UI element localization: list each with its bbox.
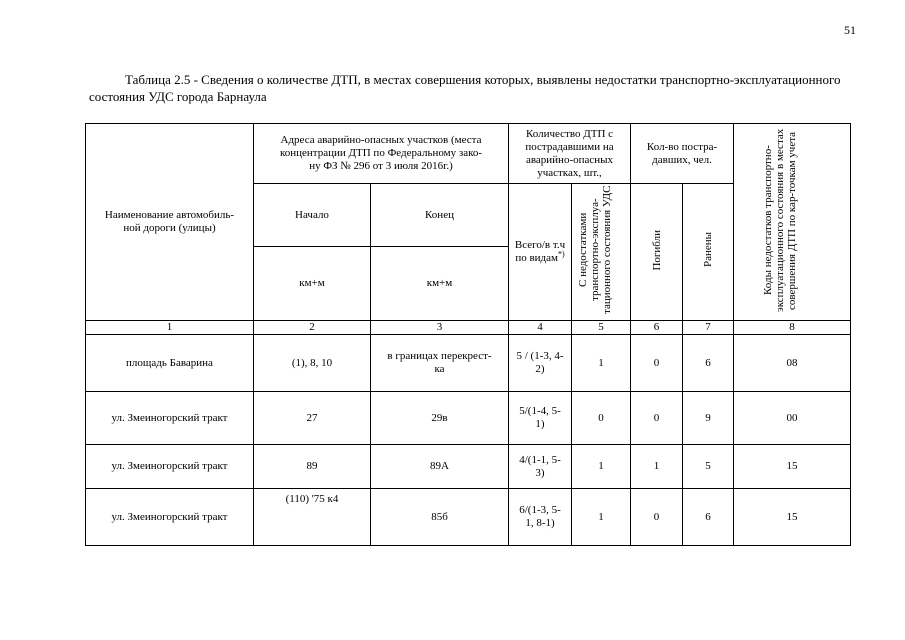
- cell-road: площадь Баварина: [86, 335, 254, 392]
- cell-code: 00: [734, 392, 851, 445]
- column-number: 6: [631, 321, 683, 335]
- column-number: 8: [734, 321, 851, 335]
- header-total-text: Всего/в т.ч по видам: [514, 239, 566, 264]
- cell-road: ул. Змеиногорский тракт: [86, 392, 254, 445]
- header-total: [509, 184, 572, 321]
- table-caption: [89, 71, 859, 105]
- cell-code: 15: [734, 445, 851, 489]
- cell-injured: 6: [683, 489, 734, 546]
- header-km-start: км+м: [254, 247, 371, 321]
- table-row: [86, 489, 851, 546]
- cell-killed: 0: [631, 335, 683, 392]
- header-dtp-count: Количество ДТП с пострадавшими на аварийно-опасных участках, шт.,: [509, 124, 631, 184]
- header-injured-text: Ранены: [702, 232, 715, 268]
- column-number: 4: [509, 321, 572, 335]
- page-number: 51: [844, 23, 856, 37]
- table-row: [86, 445, 851, 489]
- cell-end: 85б: [371, 489, 509, 546]
- header-addresses: Адреса аварийно-опасных участков (места концентрации ДТП по Федеральному зако- ну ФЗ № 296 от 3 июля 2016г.): [254, 124, 509, 184]
- cell-start: (1), 8, 10: [254, 335, 371, 392]
- cell-total: 4/(1-1, 5- 3): [509, 445, 572, 489]
- header-killed: [631, 184, 683, 321]
- table-row: [86, 392, 851, 445]
- cell-killed: 0: [631, 392, 683, 445]
- cell-start: 89: [254, 445, 371, 489]
- header-victims: Кол-во постра-давших, чел.: [631, 124, 734, 184]
- header-start: Начало: [254, 184, 371, 247]
- cell-end: 89А: [371, 445, 509, 489]
- header-with-defects-text: С недостатками транспортно-эксплуа-тационного состояния УДС: [577, 185, 613, 315]
- cell-code: 08: [734, 335, 851, 392]
- cell-defects: 1: [572, 445, 631, 489]
- cell-end: в границах перекрест- ка: [371, 335, 509, 392]
- cell-total: 5 / (1-3, 4- 2): [509, 335, 572, 392]
- cell-injured: 6: [683, 335, 734, 392]
- cell-total: 6/(1-3, 5- 1, 8-1): [509, 489, 572, 546]
- cell-road: ул. Змеиногорский тракт: [86, 445, 254, 489]
- cell-defects: 0: [572, 392, 631, 445]
- cell-code: 15: [734, 489, 851, 546]
- cell-total: 5/(1-4, 5- 1): [509, 392, 572, 445]
- cell-killed: 0: [631, 489, 683, 546]
- cell-start: (110) '75 к4: [254, 489, 371, 546]
- cell-injured: 5: [683, 445, 734, 489]
- dtp-table: [85, 123, 851, 546]
- header-road-name: Наименование автомобиль- ной дороги (улицы): [86, 124, 254, 321]
- header-injured: [683, 184, 734, 321]
- cell-injured: 9: [683, 392, 734, 445]
- column-number: 2: [254, 321, 371, 335]
- header-km-end: км+м: [371, 247, 509, 321]
- column-number: 7: [683, 321, 734, 335]
- header-total-sup: *): [558, 249, 565, 259]
- caption-text: Таблица 2.5 - Сведения о количестве ДТП, в местах совершения которых, выявлены недостатки транспортно-эксплуатационного состояния УДС города Барнаула: [89, 72, 841, 104]
- column-number: 3: [371, 321, 509, 335]
- cell-defects: 1: [572, 489, 631, 546]
- table-row: [86, 335, 851, 392]
- cell-defects: 1: [572, 335, 631, 392]
- cell-road: ул. Змеиногорский тракт: [86, 489, 254, 546]
- cell-end: 29в: [371, 392, 509, 445]
- column-number: 1: [86, 321, 254, 335]
- column-number: 5: [572, 321, 631, 335]
- header-end: Конец: [371, 184, 509, 247]
- header-codes-text: Коды недостатков транспортно-эксплуатационного состояния в местах совершения ДТП по кар-точкам учета: [762, 128, 799, 312]
- header-killed-text: Погибли: [650, 229, 663, 271]
- cell-start: 27: [254, 392, 371, 445]
- header-codes: [734, 124, 851, 321]
- cell-killed: 1: [631, 445, 683, 489]
- header-with-defects: [572, 184, 631, 321]
